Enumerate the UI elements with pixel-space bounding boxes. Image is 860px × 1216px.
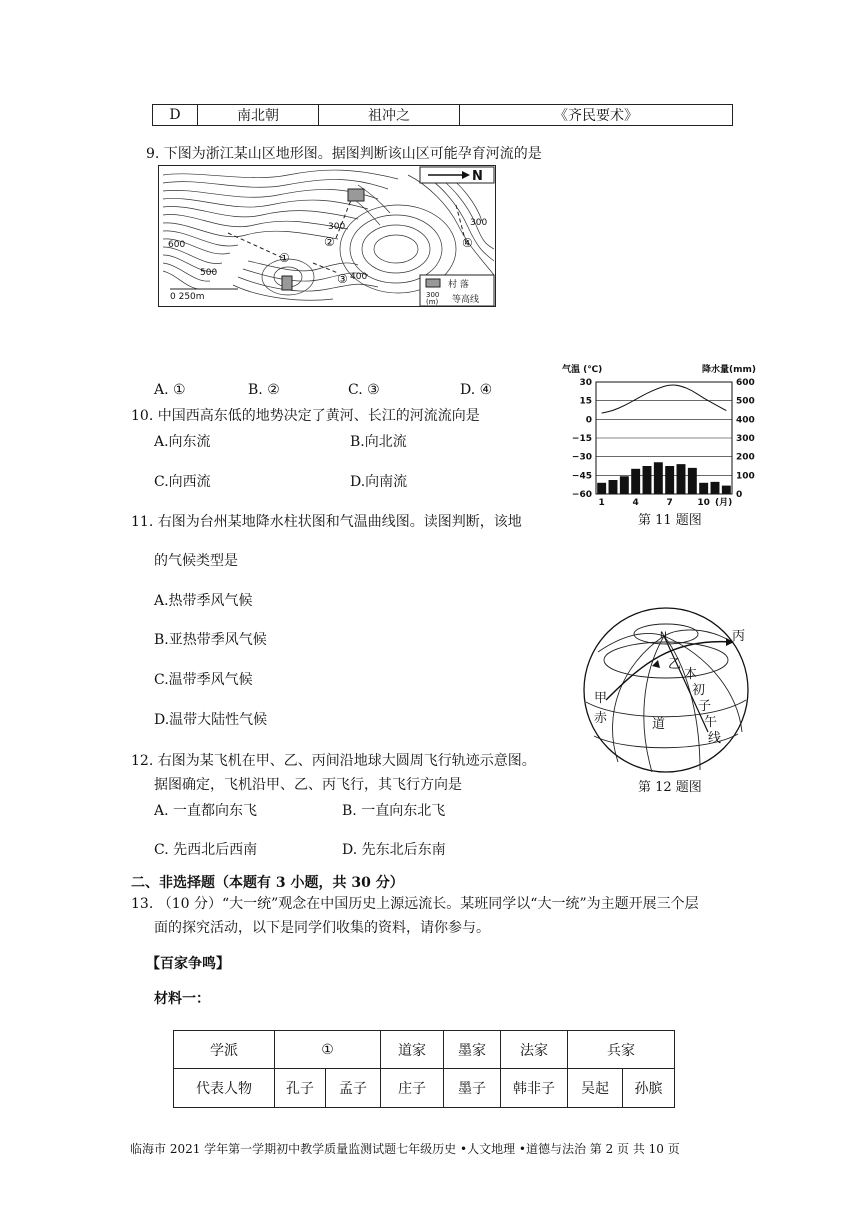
q10-option-d[interactable]: D.向南流 [350, 474, 408, 490]
q12-caption: 第 12 题图 [638, 780, 702, 795]
precip-bar [620, 476, 629, 494]
map-mark-2: ② [324, 235, 335, 249]
table-cell: 孔子 [275, 1069, 326, 1108]
legend-contour-unit: (m) [426, 298, 439, 306]
precip-bar [665, 466, 674, 494]
q9-option-d[interactable]: D. ④ [460, 382, 493, 398]
contour-label-500: 500 [200, 268, 218, 278]
precip-bar [654, 462, 663, 494]
right-tick-label: 200 [736, 452, 755, 463]
material-label: 材料一： [154, 991, 210, 1007]
q10-option-b[interactable]: B.向北流 [350, 434, 407, 450]
q9-option-b[interactable]: B. ② [248, 382, 280, 398]
table-cell: 墨家 [444, 1031, 501, 1069]
legend-village: 村 落 [448, 280, 469, 290]
q12-stem: 12. 右图为某飞机在甲、乙、丙间沿地球大圆周飞行轨迹示意图。 [131, 753, 536, 769]
x-unit-label: (月) [715, 498, 733, 508]
q11-option-d[interactable]: D.温带大陆性气候 [154, 712, 268, 728]
equator-char: 赤 [594, 711, 608, 726]
precip-bar [631, 469, 640, 494]
q12-stem-continued: 据图确定，飞机沿甲、乙、丙飞行，其飞行方向是 [154, 777, 462, 793]
north-arrow-label: N [472, 169, 483, 184]
point-bing-label: 丙 [732, 629, 746, 644]
precip-bar [688, 468, 697, 494]
q11-option-a[interactable]: A.热带季风气候 [154, 593, 253, 609]
table-cell: 《齐民要术》 [460, 105, 733, 126]
table-cell: 韩非子 [501, 1069, 568, 1108]
table-cell: 南北朝 [198, 105, 319, 126]
table-cell: 吴起 [568, 1069, 623, 1108]
left-tick-label: 30 [579, 378, 592, 388]
contour-label-600: 600 [168, 240, 186, 250]
table-cell: 法家 [501, 1031, 568, 1069]
left-tick-label: 0 [585, 415, 592, 426]
x-tick-label: 4 [632, 498, 639, 508]
meridian-char: 初 [692, 683, 706, 698]
x-tick-label: 1 [598, 498, 605, 508]
contour-label-300: 300 [470, 218, 488, 228]
north-pole-label: N [660, 631, 667, 641]
q10-stem: 10. 中国西高东低的地势决定了黄河、长江的河流流向是 [131, 408, 480, 424]
climate-chart [560, 362, 772, 508]
contour-label-400: 400 [350, 272, 368, 282]
point-yi-label: 乙 [668, 657, 682, 672]
q10-option-c[interactable]: C.向西流 [154, 474, 211, 490]
map-mark-1: ① [279, 251, 290, 265]
table-cell: 孟子 [326, 1069, 381, 1108]
precip-bar [677, 464, 686, 494]
page-footer: 临海市 2021 学年第一学期初中教学质量监测试题七年级历史 •人文地理 •道德与法治 第 2 页 共 10 页 [130, 1142, 680, 1156]
left-tick-label: −30 [571, 452, 592, 463]
map-mark-3: ③ [337, 272, 348, 286]
map-scale-label: 0 250m [170, 292, 205, 302]
legend-contour: 等高线 [452, 295, 480, 305]
table-cell: 孙膑 [623, 1069, 675, 1108]
precip-bar [699, 483, 708, 494]
q12-option-b[interactable]: B. 一直向东北飞 [342, 803, 446, 819]
precip-bar [722, 486, 731, 494]
table-cell: 兵家 [568, 1031, 675, 1069]
q10-option-a[interactable]: A.向东流 [154, 434, 211, 450]
left-axis-label: 气温 (℃) [562, 365, 603, 375]
q11-option-b[interactable]: B.亚热带季风气候 [154, 632, 267, 648]
table-cell: 庄子 [381, 1069, 444, 1108]
topographic-map [158, 165, 496, 307]
equator-char: 道 [652, 717, 666, 732]
q9-stem: 9. 下图为浙江某山区地形图。据图判断该山区可能孕育河流的是 [146, 146, 542, 162]
map-mark-4: ④ [462, 236, 473, 250]
left-tick-label: −60 [571, 490, 592, 500]
legend-contour-value: 300 [426, 291, 440, 299]
x-tick-label: 10 [697, 498, 710, 508]
q11-option-c[interactable]: C.温带季风气候 [154, 672, 253, 688]
right-axis-label: 降水量(mm) [702, 365, 756, 375]
q12-option-d[interactable]: D. 先东北后东南 [342, 842, 446, 858]
q13-stem: 13. （10 分）“大一统”观念在中国历史上源远流长。某班同学以“大一统”为主题开展三个层 [131, 896, 699, 912]
precip-bar [609, 480, 618, 494]
right-tick-label: 300 [736, 434, 755, 444]
left-tick-label: 15 [579, 396, 592, 407]
table-cell: D [153, 105, 198, 126]
table-cell[interactable]: ① [275, 1031, 381, 1069]
precip-bar [597, 483, 606, 494]
left-tick-label: −15 [571, 434, 592, 444]
point-jia-label: 甲 [594, 691, 608, 706]
q12-option-c[interactable]: C. 先西北后西南 [154, 842, 258, 858]
precip-bar [711, 482, 720, 494]
top-answer-table [152, 104, 733, 126]
left-tick-label: −45 [571, 471, 592, 482]
q13-section-title: 【百家争鸣】 [146, 956, 230, 972]
meridian-char: 午 [704, 715, 718, 730]
schools-table [173, 1030, 675, 1108]
q13-stem-continued: 面的探究活动，以下是同学们收集的资料，请你参与。 [154, 920, 490, 936]
table-cell: 墨子 [444, 1069, 501, 1108]
temperature-line [602, 385, 727, 413]
q9-option-a[interactable]: A. ① [154, 382, 186, 398]
precip-bar [643, 466, 652, 494]
globe-diagram [582, 604, 758, 774]
right-tick-label: 500 [736, 396, 755, 407]
contour-label-300: 300 [328, 222, 346, 232]
right-tick-label: 0 [736, 490, 743, 500]
table-cell: 道家 [381, 1031, 444, 1069]
x-tick-label: 7 [666, 498, 673, 508]
meridian-char: 本 [684, 667, 698, 682]
table-cell: 学派 [174, 1031, 275, 1069]
table-cell: 代表人物 [174, 1069, 275, 1108]
q9-option-c[interactable]: C. ③ [348, 382, 380, 398]
q11-stem: 11. 右图为台州某地降水柱状图和气温曲线图。读图判断，该地 [131, 514, 522, 530]
meridian-char: 子 [698, 699, 712, 714]
meridian-char: 线 [708, 731, 722, 746]
right-tick-label: 100 [736, 471, 755, 482]
q12-option-a[interactable]: A. 一直都向东飞 [154, 803, 258, 819]
right-tick-label: 400 [736, 415, 755, 426]
section-heading: 二、非选择题（本题有 3 小题，共 30 分） [131, 875, 404, 891]
q11-caption: 第 11 题图 [638, 513, 702, 528]
right-tick-label: 600 [736, 378, 755, 388]
q11-stem-continued: 的气候类型是 [154, 553, 238, 569]
table-cell: 祖冲之 [319, 105, 460, 126]
